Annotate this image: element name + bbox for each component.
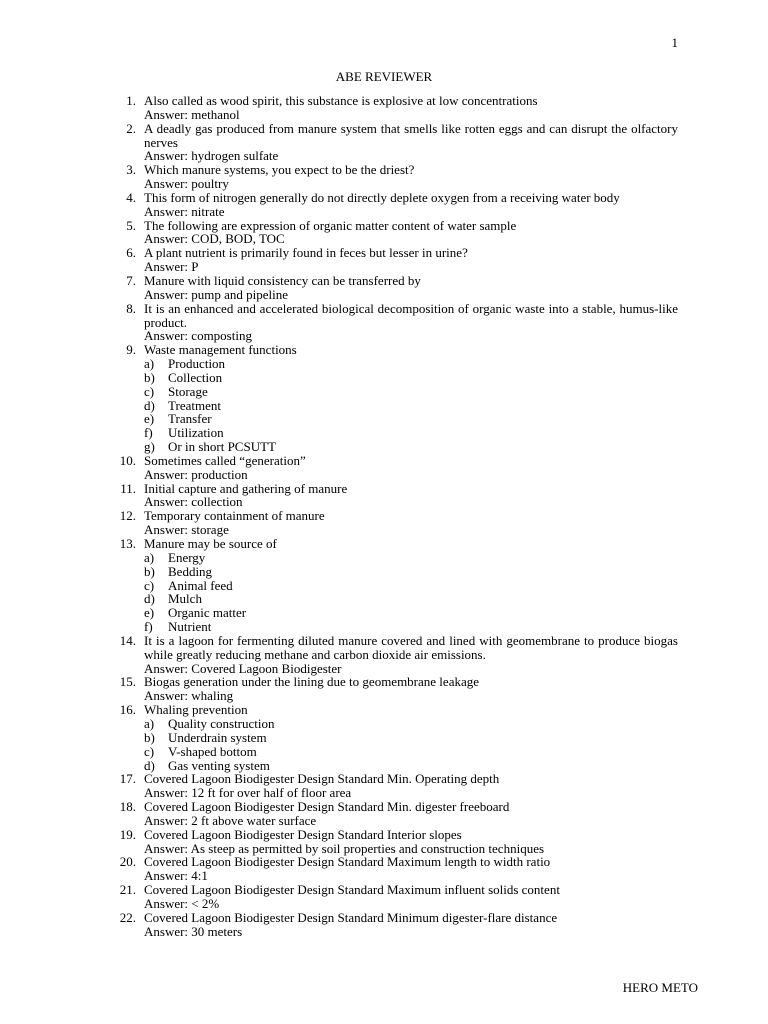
question-text: Biogas generation under the lining due to geomembrane leakage bbox=[144, 674, 479, 690]
list-item bbox=[100, 219, 678, 247]
list-item bbox=[100, 343, 678, 357]
list-item bbox=[100, 703, 678, 717]
item-number: 10. bbox=[119, 452, 136, 468]
answer-text: Answer: storage bbox=[144, 522, 229, 538]
sub-item-text: Treatment bbox=[168, 397, 221, 413]
sub-list-item bbox=[100, 551, 678, 565]
question-text: A plant nutrient is primarily found in feces but lesser in urine? bbox=[144, 245, 468, 261]
sub-item-label: c) bbox=[144, 743, 155, 759]
sub-item-text: Storage bbox=[168, 383, 208, 399]
list-item bbox=[100, 302, 678, 344]
sub-list-item bbox=[100, 412, 678, 426]
answer-text: Answer: whaling bbox=[144, 688, 234, 704]
answer-text: Answer: Covered Lagoon Biodigester bbox=[144, 660, 342, 676]
question-text: It is an enhanced and accelerated biological decomposition of organic waste into a stable, humus-like product. bbox=[144, 300, 678, 330]
question-text: Initial capture and gathering of manure bbox=[144, 480, 348, 496]
sub-item-text: Organic matter bbox=[168, 605, 247, 621]
question-text: Which manure systems, you expect to be the driest? bbox=[144, 162, 415, 178]
sub-list-item bbox=[100, 385, 678, 399]
item-content bbox=[136, 828, 678, 856]
item-number: 5. bbox=[126, 217, 136, 233]
item-content bbox=[136, 883, 678, 911]
sub-list-item bbox=[100, 592, 678, 606]
list-item bbox=[100, 855, 678, 883]
author-name: HERO METO bbox=[622, 980, 698, 995]
sub-list-item bbox=[100, 606, 678, 620]
item-content bbox=[136, 703, 678, 717]
sub-item-text: Gas venting system bbox=[168, 757, 270, 773]
sub-item-text: Nutrient bbox=[168, 619, 212, 635]
answer-text: Answer: hydrogen sulfate bbox=[144, 148, 279, 164]
item-number: 3. bbox=[126, 162, 136, 178]
list-item bbox=[100, 828, 678, 856]
item-content bbox=[136, 219, 678, 247]
sub-item-text: Energy bbox=[168, 549, 206, 565]
sub-list-item bbox=[100, 357, 678, 371]
sub-item-text: Production bbox=[168, 356, 226, 372]
question-text: Manure may be source of bbox=[144, 536, 277, 551]
sub-list-item bbox=[100, 371, 678, 385]
item-content bbox=[136, 122, 678, 164]
item-number: 7. bbox=[126, 272, 136, 288]
list-item bbox=[100, 482, 678, 510]
sub-item-text: Utilization bbox=[168, 425, 224, 441]
item-content bbox=[136, 246, 678, 274]
item-content bbox=[136, 191, 678, 219]
list-item bbox=[100, 122, 678, 164]
list-item bbox=[100, 634, 678, 676]
answer-text: Answer: methanol bbox=[144, 106, 240, 122]
question-text: Covered Lagoon Biodigester Design Standard Maximum influent solids content bbox=[144, 882, 560, 898]
item-number: 2. bbox=[126, 120, 136, 136]
item-number: 11. bbox=[120, 480, 136, 496]
item-content bbox=[136, 302, 678, 344]
list-item bbox=[100, 883, 678, 911]
answer-text: Answer: pump and pipeline bbox=[144, 286, 289, 302]
sub-list-item bbox=[100, 399, 678, 413]
item-number: 1. bbox=[126, 93, 136, 108]
item-content bbox=[136, 274, 678, 302]
item-content bbox=[136, 454, 678, 482]
answer-text: Answer: 2 ft above water surface bbox=[144, 812, 317, 828]
question-text: Whaling prevention bbox=[144, 702, 248, 718]
sub-list-item bbox=[100, 426, 678, 440]
item-content bbox=[136, 800, 678, 828]
list-item bbox=[100, 675, 678, 703]
list-item bbox=[100, 772, 678, 800]
item-content bbox=[136, 94, 678, 122]
sub-item-text: Underdrain system bbox=[168, 729, 267, 745]
sub-list-item bbox=[100, 440, 678, 454]
item-number: 9. bbox=[126, 342, 136, 358]
sub-item-label: a) bbox=[144, 356, 155, 372]
question-text: The following are expression of organic matter content of water sample bbox=[144, 217, 517, 233]
sub-list-item bbox=[100, 620, 678, 634]
sub-item-label: g) bbox=[144, 439, 155, 455]
list-item bbox=[100, 454, 678, 482]
sub-item-label: e) bbox=[144, 411, 155, 427]
item-number: 16. bbox=[119, 702, 136, 718]
item-content bbox=[136, 343, 678, 357]
answer-text: Answer: nitrate bbox=[144, 203, 225, 219]
sub-item-text: Collection bbox=[168, 369, 223, 385]
question-text: Also called as wood spirit, this substance is explosive at low concentrations bbox=[144, 93, 538, 108]
sub-item-text: Animal feed bbox=[168, 577, 233, 593]
sub-list-item bbox=[100, 745, 678, 759]
sub-item-label: b) bbox=[144, 729, 155, 745]
item-number: 13. bbox=[119, 536, 136, 551]
item-content bbox=[136, 163, 678, 191]
sub-item-text: Mulch bbox=[168, 591, 202, 607]
item-content bbox=[136, 537, 678, 551]
question-text: A deadly gas produced from manure system that smells like rotten eggs and can disrupt the olfactory nerves bbox=[144, 120, 678, 150]
sub-item-label: d) bbox=[144, 757, 155, 773]
question-text: Temporary containment of manure bbox=[144, 508, 325, 524]
list-item bbox=[100, 274, 678, 302]
answer-text: Answer: P bbox=[144, 259, 199, 275]
item-content bbox=[136, 911, 678, 939]
sub-item-text: Quality construction bbox=[168, 715, 275, 731]
question-text: Covered Lagoon Biodigester Design Standard Min. Operating depth bbox=[144, 771, 500, 787]
question-text: Sometimes called “generation” bbox=[144, 452, 306, 468]
sub-item-text: Transfer bbox=[168, 411, 212, 427]
question-text: It is a lagoon for fermenting diluted manure covered and lined with geomembrane to produce biogas while greatly reducing methane and carbon dioxide air emissions. bbox=[144, 632, 678, 662]
sub-item-label: c) bbox=[144, 383, 155, 399]
list-item bbox=[100, 163, 678, 191]
answer-text: Answer: 12 ft for over half of floor area bbox=[144, 785, 352, 801]
sub-item-label: a) bbox=[144, 549, 155, 565]
sub-item-text: Bedding bbox=[168, 563, 213, 579]
question-text: Manure with liquid consistency can be transferred by bbox=[144, 272, 421, 288]
sub-list-item bbox=[100, 565, 678, 579]
answer-text: Answer: collection bbox=[144, 494, 243, 510]
sub-list-item bbox=[100, 717, 678, 731]
sub-item-label: c) bbox=[144, 577, 155, 593]
list-item bbox=[100, 191, 678, 219]
item-number: 14. bbox=[119, 632, 136, 648]
item-content bbox=[136, 675, 678, 703]
item-content bbox=[136, 772, 678, 800]
item-content bbox=[136, 634, 678, 676]
item-number: 15. bbox=[119, 674, 136, 690]
sub-item-label: b) bbox=[144, 369, 155, 385]
sub-item-label: e) bbox=[144, 605, 155, 621]
item-number: 6. bbox=[126, 245, 136, 261]
item-number: 19. bbox=[119, 826, 136, 842]
answer-text: Answer: production bbox=[144, 466, 248, 482]
item-content bbox=[136, 482, 678, 510]
item-number: 20. bbox=[119, 854, 136, 870]
answer-text: Answer: 4:1 bbox=[144, 868, 208, 884]
page-title: ABE REVIEWER bbox=[335, 69, 433, 84]
question-text: This form of nitrogen generally do not directly deplete oxygen from a receiving water body bbox=[144, 189, 620, 205]
item-number: 18. bbox=[119, 799, 136, 815]
answer-text: Answer: COD, BOD, TOC bbox=[144, 231, 285, 247]
answer-text: Answer: As steep as permitted by soil properties and construction techniques bbox=[144, 840, 545, 856]
sub-item-text: Or in short PCSUTT bbox=[168, 439, 276, 455]
answer-text: Answer: composting bbox=[144, 328, 252, 344]
item-number: 8. bbox=[126, 300, 136, 316]
sub-item-label: d) bbox=[144, 397, 155, 413]
sub-item-text: V-shaped bottom bbox=[168, 743, 257, 759]
question-text: Covered Lagoon Biodigester Design Standard Interior slopes bbox=[144, 826, 462, 842]
page-number: 1 bbox=[671, 35, 678, 50]
question-text: Covered Lagoon Biodigester Design Standard Maximum length to width ratio bbox=[144, 854, 551, 870]
item-content bbox=[136, 509, 678, 537]
question-text: Covered Lagoon Biodigester Design Standard Minimum digester-flare distance bbox=[144, 909, 558, 925]
sub-item-label: d) bbox=[144, 591, 155, 607]
answer-text: Answer: < 2% bbox=[144, 895, 220, 911]
list-item bbox=[100, 911, 678, 939]
item-number: 4. bbox=[126, 189, 136, 205]
answer-text: Answer: poultry bbox=[144, 176, 229, 192]
item-content bbox=[136, 855, 678, 883]
item-number: 12. bbox=[119, 508, 136, 524]
sub-item-label: f) bbox=[144, 425, 153, 441]
sub-item-label: b) bbox=[144, 563, 155, 579]
sub-item-label: f) bbox=[144, 619, 153, 635]
sub-list-item bbox=[100, 731, 678, 745]
sub-list-item bbox=[100, 579, 678, 593]
sub-item-label: a) bbox=[144, 715, 155, 731]
list-item bbox=[100, 94, 678, 122]
question-text: Covered Lagoon Biodigester Design Standard Min. digester freeboard bbox=[144, 799, 510, 815]
item-number: 21. bbox=[119, 882, 136, 898]
item-number: 22. bbox=[119, 909, 136, 925]
question-text: Waste management functions bbox=[144, 342, 297, 358]
question-list bbox=[100, 94, 678, 938]
list-item bbox=[100, 509, 678, 537]
list-item bbox=[100, 246, 678, 274]
sub-list-item bbox=[100, 759, 678, 773]
list-item bbox=[100, 800, 678, 828]
answer-text: Answer: 30 meters bbox=[144, 923, 243, 939]
item-number: 17. bbox=[119, 771, 136, 787]
list-item bbox=[100, 537, 678, 551]
